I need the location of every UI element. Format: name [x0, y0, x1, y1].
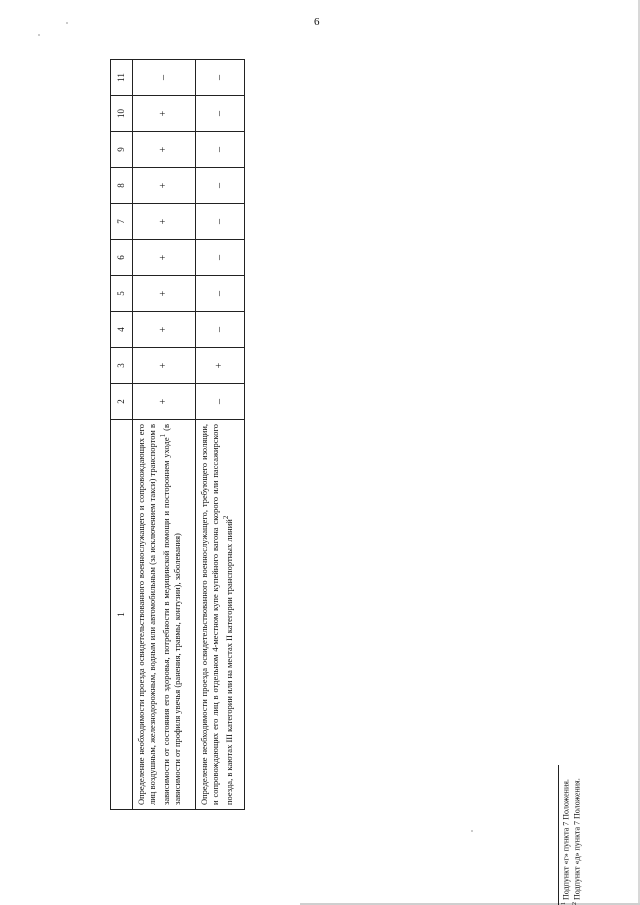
rotated-table-block	[110, 60, 245, 810]
description-text-after: (в зависимости от профиля увечья (ранения, травмы, контузии), заболевания)	[160, 424, 183, 805]
mark-cell: –	[195, 384, 244, 420]
scan-speck	[38, 34, 40, 36]
header-cell: 7	[111, 204, 133, 240]
scan-speck	[66, 22, 68, 24]
mark-cell: –	[195, 240, 244, 276]
header-cell: 5	[111, 276, 133, 312]
mark-cell: –	[195, 276, 244, 312]
row-description	[133, 420, 196, 810]
footnote-text: Подпункт «г» пункта 7 Положения.	[561, 779, 571, 900]
footnotes	[558, 605, 583, 905]
mark-cell: –	[195, 312, 244, 348]
footnote-text: Подпункт «д» пункта 7 Положения.	[572, 778, 582, 900]
footnote	[561, 605, 572, 905]
mark-cell: –	[195, 168, 244, 204]
header-cell: 3	[111, 348, 133, 384]
footnote-rule	[558, 765, 559, 905]
mark-cell: +	[133, 348, 196, 384]
header-cell: 4	[111, 312, 133, 348]
mark-cell: +	[133, 204, 196, 240]
requirements-table	[110, 59, 245, 810]
mark-cell: +	[133, 132, 196, 168]
footnote-ref: 2	[221, 515, 230, 520]
table-header-row	[111, 60, 133, 810]
footnote-number: 2	[572, 902, 579, 905]
mark-cell: +	[133, 168, 196, 204]
header-cell: 11	[111, 60, 133, 96]
mark-cell: +	[195, 348, 244, 384]
scan-speck	[471, 830, 473, 832]
header-cell: 1	[111, 420, 133, 810]
mark-cell: –	[133, 60, 196, 96]
mark-cell: +	[133, 384, 196, 420]
mark-cell: –	[195, 204, 244, 240]
description-text: Определение необходимости проезда освидетельствованного военнослужащего, требующего изоляции, и сопровождающих его лиц в отдельном 4-местном купе купейного вагона скорого или пассажирского поезда, в каютах III категории или на местах II категории транспортных линий	[198, 424, 234, 805]
header-cell: 8	[111, 168, 133, 204]
mark-cell: +	[133, 312, 196, 348]
table-row	[195, 60, 244, 810]
mark-cell: +	[133, 96, 196, 132]
mark-cell: +	[133, 240, 196, 276]
mark-cell: –	[195, 132, 244, 168]
header-cell: 2	[111, 384, 133, 420]
mark-cell: –	[195, 60, 244, 96]
footnote-ref: 1	[158, 433, 167, 438]
header-cell: 6	[111, 240, 133, 276]
row-description	[195, 420, 244, 810]
mark-cell: –	[195, 96, 244, 132]
header-cell: 9	[111, 132, 133, 168]
header-cell: 10	[111, 96, 133, 132]
mark-cell: +	[133, 276, 196, 312]
footnote-number: 1	[561, 902, 567, 905]
table-row	[133, 60, 196, 810]
description-text: Определение необходимости проезда освидетельствованного военнослужащего и сопровождающих его лиц воздушным, железнодорожным, водным или автомобильным (за исключением такси) транспортом в зависимости от состояния его здоровья, потребности в медицинской помощи и постороннем уходе	[136, 424, 171, 805]
page-number: 6	[314, 16, 320, 28]
footnote	[572, 605, 583, 905]
